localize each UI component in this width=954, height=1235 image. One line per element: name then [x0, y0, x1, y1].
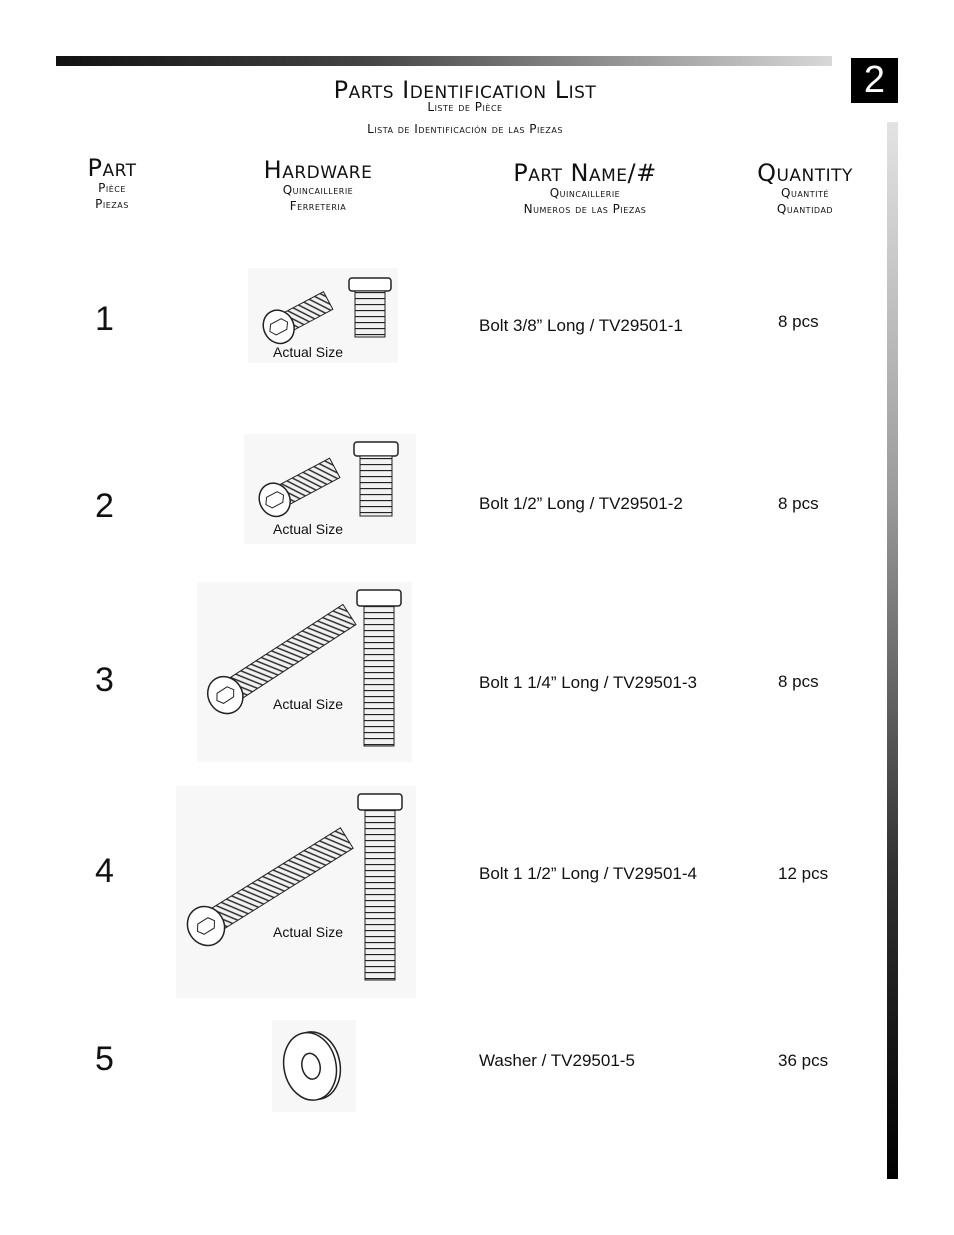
column-header-part — [62, 156, 162, 212]
actual-size-caption: Actual Size — [273, 924, 344, 940]
washer-icon — [272, 1020, 356, 1112]
column-header-quantity-label: Quantity — [757, 159, 853, 187]
column-header-hardware-label: Hardware — [263, 156, 373, 184]
bolt-icon — [176, 786, 416, 998]
part-quantity: 8 pcs — [778, 312, 819, 331]
actual-size-caption: Actual Size — [273, 344, 344, 360]
part-name: Bolt 1 1/2” Long / TV29501-4 — [479, 864, 698, 883]
column-header-hardware-fr: Quincaillerie — [282, 183, 354, 197]
column-header-part-fr: Pièce — [98, 181, 126, 195]
part-number: 4 — [95, 852, 114, 890]
side-gradient-bar — [887, 122, 898, 1179]
column-header-part-name-fr: Quincaillerie — [549, 186, 621, 200]
page-title: Parts Identification List — [333, 76, 597, 104]
column-header-quantity-fr: Quantité — [781, 186, 829, 200]
part-quantity: 8 pcs — [778, 672, 819, 691]
header-gradient-bar — [56, 56, 832, 66]
column-header-part-name-es: Numeros de las Piezas — [523, 202, 647, 216]
part-quantity: 36 pcs — [778, 1051, 829, 1070]
column-header-quantity — [725, 161, 885, 217]
column-header-part-es: Piezas — [95, 197, 129, 211]
column-header-part-name-label: Part Name/# — [513, 159, 657, 187]
page-title-fr: Liste de Pièce — [427, 100, 503, 114]
part-name: Bolt 1 1/4” Long / TV29501-3 — [479, 673, 698, 692]
part-number: 1 — [95, 300, 114, 338]
part-name: Washer / TV29501-5 — [479, 1051, 635, 1070]
part-number: 5 — [95, 1040, 114, 1078]
page-number: 2 — [851, 58, 898, 103]
part-name: Bolt 1/2” Long / TV29501-2 — [479, 494, 683, 513]
part-quantity: 12 pcs — [778, 864, 829, 883]
actual-size-caption: Actual Size — [273, 521, 344, 537]
column-header-part-name — [465, 161, 705, 217]
column-header-part-label: Part — [87, 154, 137, 182]
part-quantity: 8 pcs — [778, 494, 819, 513]
actual-size-caption: Actual Size — [273, 696, 344, 712]
bolt-icon — [197, 582, 412, 762]
page-title-es: Lista de Identificación de las Piezas — [367, 122, 563, 136]
part-number: 3 — [95, 661, 114, 699]
column-header-hardware — [218, 158, 418, 214]
column-header-hardware-es: Ferreteria — [289, 199, 347, 213]
part-number: 2 — [95, 487, 114, 525]
part-name: Bolt 3/8” Long / TV29501-1 — [479, 316, 683, 335]
column-header-quantity-es: Quantidad — [776, 202, 834, 216]
